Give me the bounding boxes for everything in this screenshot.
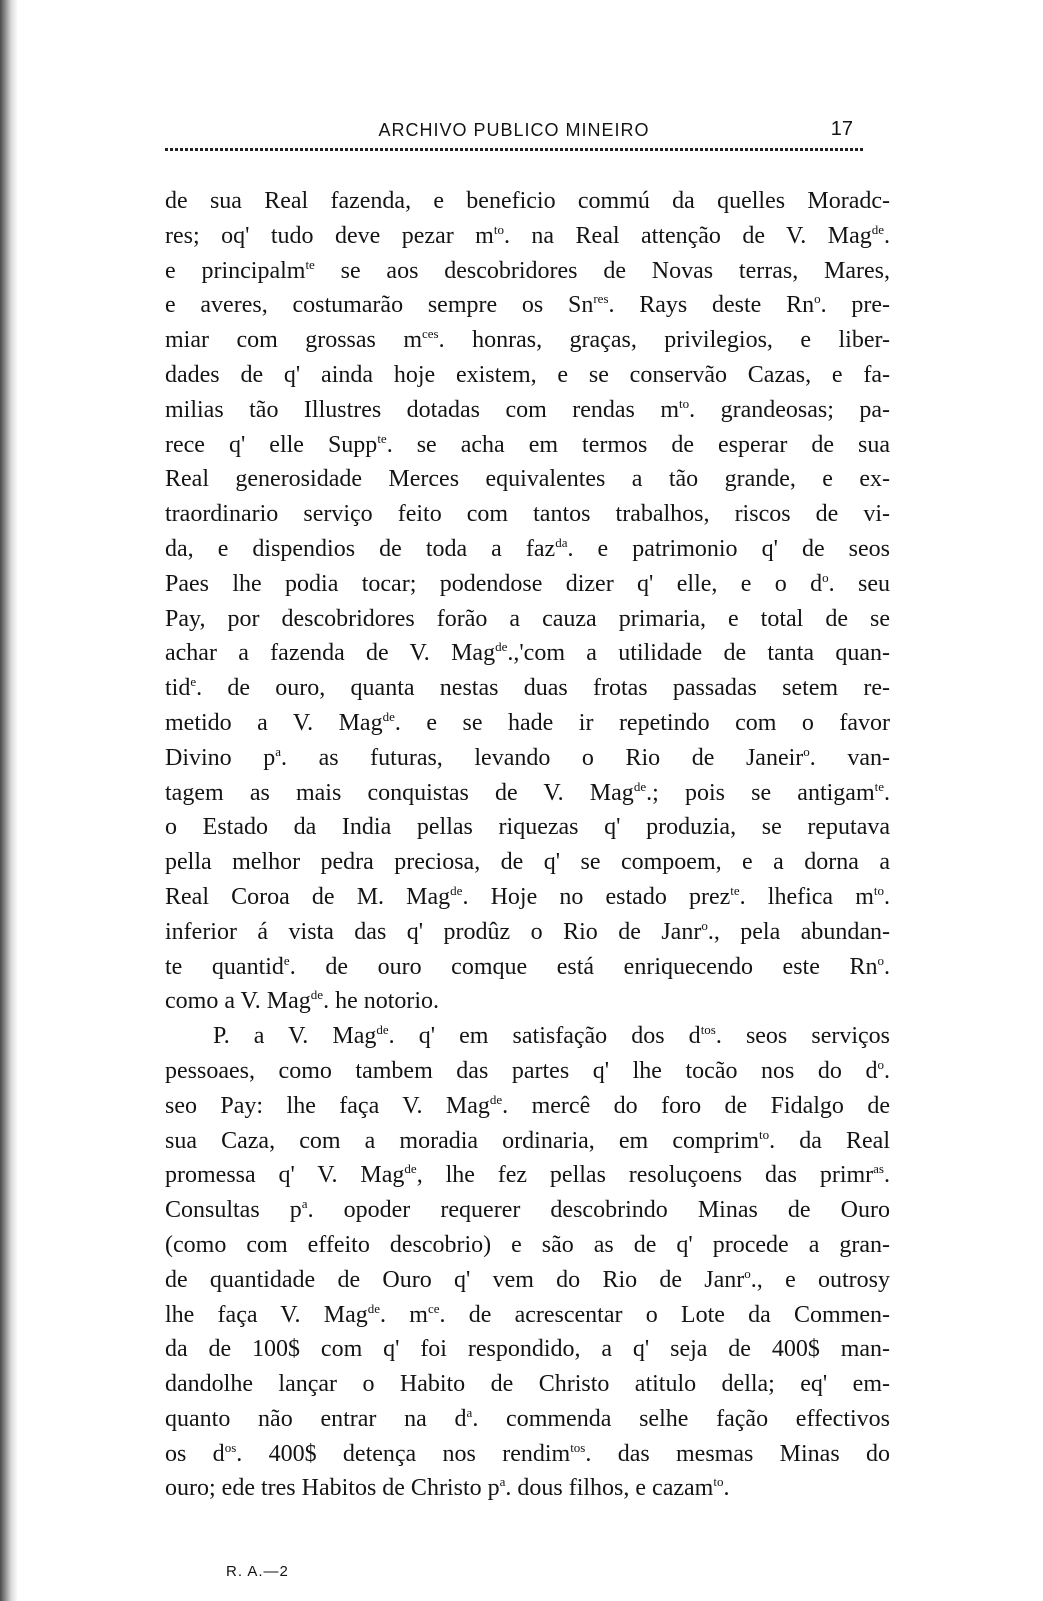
header-rule [165,148,863,151]
text-line: de sua Real fazenda, e beneficio commú da quelles Moradc- [165,188,890,214]
text-line: achar a fazenda de V. Mag$^{de}$.,'com a utilidade de tanta quan- [165,639,890,667]
text-line: pessoaes, como tambem das partes q' lhe tocão nos do $d^o$. [165,1056,890,1084]
text-line: da, e dispendios de toda a faz$^{da}$. e patrimonio q' de seos [165,534,890,562]
text-line: dandolhe lançar o Habito de Christo atitulo della; eq' em- [165,1371,890,1398]
text-line: Divino $p^a$. as futuras, levando o Rio de Janeir$^o$. van- [165,743,890,771]
text-line: pella melhor pedra preciosa, de q' se compoem, e a dorna a [165,849,890,876]
text-line: ouro; ede tres Habitos de Christo $p^a$. dous filhos, e cazam$^{to}$. [165,1474,730,1502]
text-line: P. a V. Mag$^{de}$. q' em satisfação dos $d^{tos}$. seos serviços [213,1022,890,1050]
text-line: e averes, costumarão sempre os $Sn^{res}$. Rays deste Rn$^o$. pre- [165,291,891,319]
text-line: (como com effeito descobrio) e são as de q' procede a gran- [165,1231,890,1258]
text-line: lhe faça V. Mag$^{de}$. $m^{ce}$. de acrescentar o Lote da Commen- [165,1300,891,1328]
body-text [165,184,890,1506]
page-scan-edge [0,0,18,1601]
text-line: te quantid$^e$. de ouro comque está enriquecendo este Rn$^o$. [165,952,890,980]
running-title: ARCHIVO PUBLICO MINEIRO [378,120,650,140]
text-line: metido a V. Mag$^{de}$. e se hade ir repetindo com o favor [165,708,891,736]
text-line: como a V. Mag$^{de}$. he notorio. [165,987,440,1015]
signature-mark: R. A.—2 [226,1563,289,1580]
text-line: milias tão Illustres dotadas com rendas $m^{to}$. grandeosas; pa- [165,395,890,423]
text-line: da de 100$ com q' foi respondido, a q' seja de 400$ man- [165,1336,890,1363]
text-line: tagem as mais conquistas de V. Mag$^{de}$.; pois se antigam$^{te}$. [165,778,890,806]
page-header [165,118,863,152]
text-line: e principalm$^{te}$ se aos descobridores de Novas terras, Mares, [165,256,890,284]
page-number: 17 [830,118,853,140]
text-line: miar com grossas $m^{ces}$. honras, graças, privilegios, e liber- [165,326,890,354]
text-line: o Estado da India pellas riquezas q' produzia, se reputava [165,814,890,841]
text-line: sua Caza, com a moradia ordinaria, em comprim$^{to}$. da Real [165,1126,890,1154]
text-line: seo Pay: lhe faça V. Mag$^{de}$. mercê do foro de Fidalgo de [165,1091,890,1119]
text-line: traordinario serviço feito com tantos trabalhos, riscos de vi- [165,501,890,528]
text-line: de quantidade de Ouro q' vem do Rio de Janr$^o$., e outrosy [165,1265,890,1293]
text-line: promessa q' V. Mag$^{de}$, lhe fez pellas resoluçoens das primr$^{as}$. [165,1161,890,1189]
text-line: Consultas $p^a$. opoder requerer descobrindo Minas de Ouro [165,1196,890,1224]
text-line: Real generosidade Merces equivalentes a tão grande, e ex- [165,466,890,493]
text-line: Real Coroa de M. Mag$^{de}$. Hoje no estado prez$^{te}$. lhefica $m^{to}$. [165,882,891,910]
text-line: Pay, por descobridores forão a cauza primaria, e total de se [165,605,890,632]
text-line: Paes lhe podia tocar; podendose dizer q' elle, e o $d^o$. seu [165,569,890,597]
text-line: dades de q' ainda hoje existem, e se conservão Cazas, e fa- [165,361,890,388]
text-line: os $d^{os}$. 400$ detença nos rendim$^{tos}$. das mesmas Minas do [165,1439,891,1467]
text-line: res; oq' tudo deve pezar $m^{to}$. na Real attenção de V. Mag$^{de}$. [165,221,890,249]
text-line: inferior á vista das q' prodûz o Rio de Janr$^o$., pela abundan- [165,917,890,945]
text-line: quanto não entrar na $d^a$. commenda selhe fação effectivos [165,1404,890,1432]
text-line: rece q' elle Supp$^{te}$. se acha em termos de esperar de sua [165,430,890,458]
text-line: tid$^e$. de ouro, quanta nestas duas frotas passadas setem re- [165,674,890,702]
